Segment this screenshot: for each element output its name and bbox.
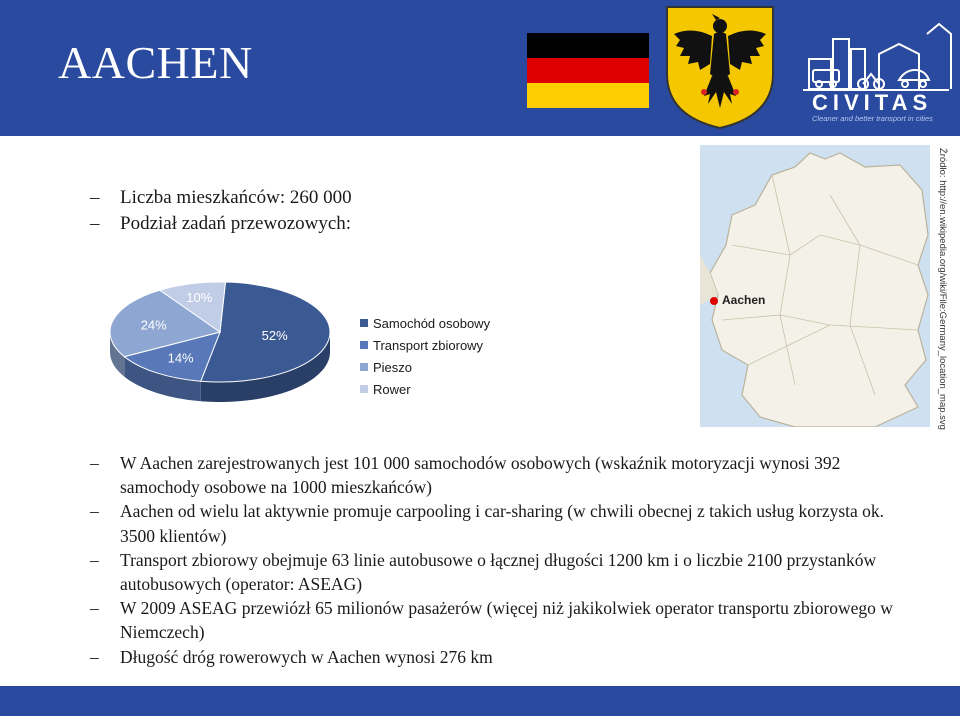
pie-data-label-3: 10% [186, 290, 213, 306]
bullet-bike-paths: – Długość dróg rowerowych w Aachen wynosi 276 km [90, 645, 920, 669]
legend-item-car: Samochód osobowy [360, 312, 490, 334]
pie-data-label-1: 14% [167, 350, 194, 366]
civitas-logo-text: CIVITAS [812, 90, 933, 115]
chart-legend [360, 312, 490, 400]
bullet-carpooling: – Aachen od wielu lat aktywnie promuje carpooling i car-sharing (w chwili obecnej z takich usług korzysta ok. 3500 klientów) [90, 499, 920, 547]
summary-bullets [90, 185, 352, 237]
legend-item-bicycle: Rower [360, 378, 490, 400]
modal-split-pie-chart [95, 270, 355, 420]
germany-flag [527, 33, 649, 108]
civitas-tagline: Cleaner and better transport in cities [812, 114, 933, 123]
detail-bullets [90, 451, 920, 669]
pie-data-label-2: 24% [140, 317, 167, 333]
germany-location-map [700, 145, 930, 427]
pie-data-label-0: 52% [261, 327, 288, 343]
footer-bar [0, 686, 960, 716]
legend-item-public-transport: Transport zbiorowy [360, 334, 490, 356]
map-city-label: Aachen [722, 293, 766, 307]
bullet-population: – Liczba mieszkańców: 260 000 [90, 185, 352, 211]
bullet-public-transport: – Transport zbiorowy obejmuje 63 linie autobusowe o łącznej długości 1200 km i o liczbie 2100 przystanków autobusowych (operator: ASEAG) [90, 548, 920, 596]
map-source-caption: Źródło: http://en.wikipedia.org/wiki/File:Germany_location_map.svg [937, 148, 948, 430]
bullet-aseag-passengers: – W 2009 ASEAG przewiózł 65 milionów pasażerów (więcej niż jakikolwiek operator transportu zbiorowego w Niemczech) [90, 596, 920, 644]
aachen-coat-of-arms [664, 4, 776, 131]
legend-item-walking: Pieszo [360, 356, 490, 378]
bullet-modal-split: – Podział zadań przewozowych: [90, 211, 352, 237]
bullet-registered-cars: – W Aachen zarejestrowanych jest 101 000 samochodów osobowych (wskaźnik motoryzacji wynosi 392 samochody osobowe na 1000 mieszkańców) [90, 451, 920, 499]
page-title: AACHEN [58, 37, 253, 88]
